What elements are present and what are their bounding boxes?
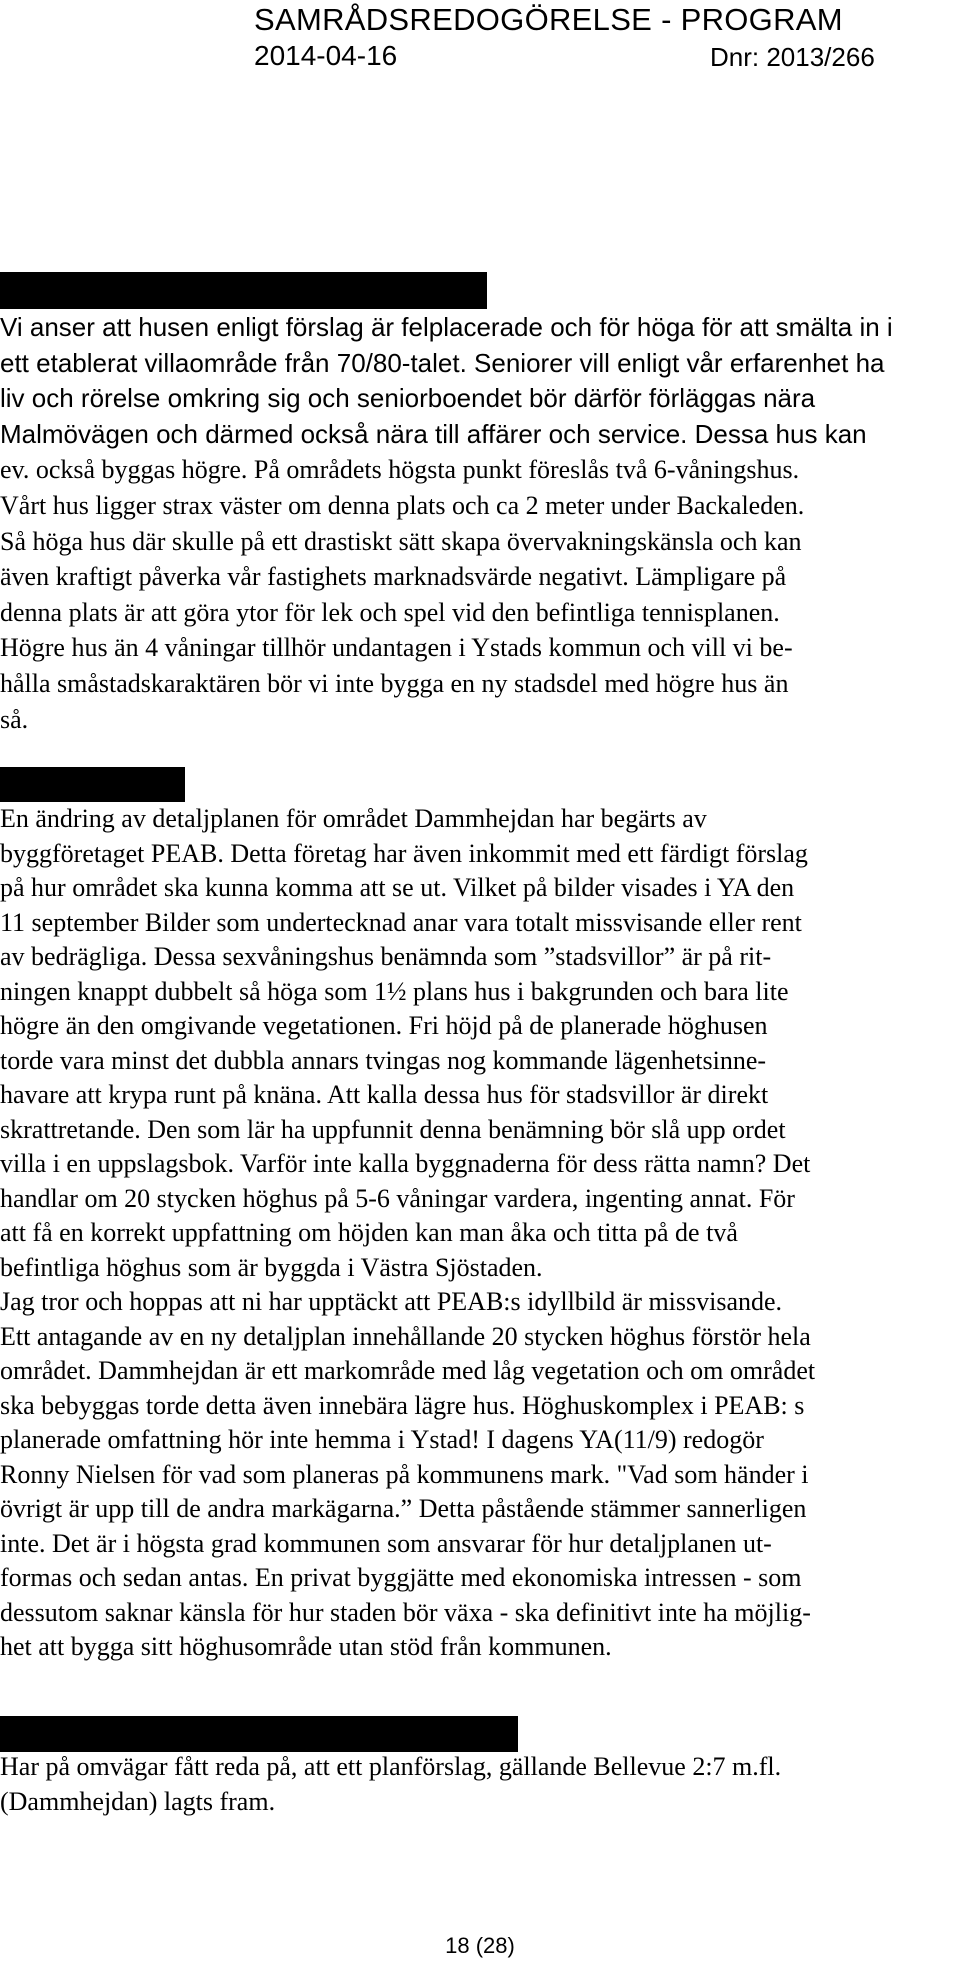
- redacted-name-bar: [0, 272, 487, 309]
- text-line: planerade omfattning hör inte hemma i Ystad! I dagens YA(11/9) redogör: [0, 1425, 764, 1454]
- text-line: Ronny Nielsen för vad som planeras på kommunens mark. "Vad som händer i: [0, 1459, 809, 1489]
- text-line: på hur området ska kunna komma att se ut. Vilket på bilder visades i YA den: [0, 873, 795, 902]
- text-line: Har på omvägar fått reda på, att ett planförslag, gällande Bellevue 2:7 m.fl.: [0, 1752, 782, 1781]
- text-line: även kraftigt påverka vår fastighets marknadsvärde negativt. Lämpligare på: [0, 562, 787, 592]
- text-line: villa i en uppslagsbok. Varför inte kalla byggnaderna för dess rätta namn? Det: [0, 1149, 811, 1178]
- statement-paragraph: [0, 310, 960, 737]
- text-line: liv och rörelse omkring sig och seniorboendet bör därför förläggas nära: [0, 383, 816, 414]
- text-line: handlar om 20 stycken höghus på 5-6 våningar vardera, ingenting annat. För: [0, 1183, 795, 1213]
- text-line: het att bygga sitt höghusområde utan stöd från kommunen.: [0, 1632, 612, 1661]
- text-line: övrigt är upp till de andra markägarna.” Detta påstående stämmer sannerligen: [0, 1494, 807, 1523]
- text-line: skrattretande. Den som lär ha uppfunnit denna benämning bör slå upp ordet: [0, 1114, 786, 1144]
- text-line: havare att krypa runt på knäna. Att kalla dessa hus för stadsvillor är direkt: [0, 1080, 769, 1109]
- text-line: byggföretaget PEAB. Detta företag har även inkommit med ett färdigt förslag: [0, 838, 808, 868]
- text-line: inte. Det är i högsta grad kommunen som ansvarar för hur detaljplanen ut-: [0, 1528, 772, 1558]
- text-line: ningen knappt dubbelt så höga som 1½ plans hus i bakgrunden och bara lite: [0, 976, 789, 1006]
- text-line: området. Dammhejdan är ett markområde med låg vegetation och om området: [0, 1356, 816, 1385]
- text-line: så.: [0, 704, 29, 734]
- text-line: högre än den omgivande vegetationen. Fri höjd på de planerade höghusen: [0, 1011, 768, 1040]
- text-line: Malmövägen och därmed också nära till affärer och service. Dessa hus kan: [0, 418, 867, 449]
- redacted-name-bar: [0, 1716, 518, 1752]
- text-line: att få en korrekt uppfattning om höjden kan man åka och titta på de två: [0, 1218, 738, 1247]
- text-line: Ett antagande av en ny detaljplan innehållande 20 stycken höghus förstör hela: [0, 1321, 811, 1351]
- text-line: av bedrägliga. Dessa sexvåningshus benämnda som ”stadsvillor” är på rit-: [0, 942, 772, 971]
- page-number: 18 (28): [445, 1933, 515, 1958]
- text-line: Högre hus än 4 våningar tillhör undantagen i Ystads kommun och vill vi be-: [0, 633, 793, 663]
- text-line: formas och sedan antas. En privat byggjätte med ekonomiska intressen - som: [0, 1563, 802, 1592]
- statement-paragraph: [0, 802, 960, 1665]
- document-date: 2014-04-16: [254, 40, 398, 71]
- text-line: befintliga höghus som är byggda i Västra Sjöstaden.: [0, 1252, 543, 1282]
- statement-paragraph: [0, 1750, 960, 1819]
- text-line: (Dammhejdan) lagts fram.: [0, 1786, 276, 1816]
- text-line: Så höga hus där skulle på ett drastiskt sätt skapa övervakningskänsla och kan: [0, 526, 802, 556]
- document-reference-number: Dnr: 2013/266: [710, 42, 875, 72]
- text-line: En ändring av detaljplanen för området Dammhejdan har begärts av: [0, 804, 707, 833]
- text-line: dessutom saknar känsla för hur staden bör växa - ska definitivt inte ha möjlig-: [0, 1597, 811, 1627]
- text-line: Jag tror och hoppas att ni har upptäckt att PEAB:s idyllbild är missvisande.: [0, 1287, 783, 1316]
- text-line: torde vara minst det dubbla annars tvingas nog kommande lägenhetsinne-: [0, 1045, 767, 1075]
- text-line: hålla småstadskaraktären bör vi inte bygga en ny stadsdel med högre hus än: [0, 668, 789, 698]
- text-line: 11 september Bilder som undertecknad anar vara totalt missvisande eller rent: [0, 907, 802, 937]
- text-line: ev. också byggas högre. På områdets högsta punkt föreslås två 6-våningshus.: [0, 455, 800, 485]
- text-line: denna plats är att göra ytor för lek och spel vid den befintliga tennisplanen.: [0, 597, 780, 627]
- text-line: Vårt hus ligger strax väster om denna plats och ca 2 meter under Backaleden.: [0, 490, 805, 520]
- text-line: ett etablerat villaområde från 70/80-talet. Seniorer vill enligt vår erfarenhet ha: [0, 347, 885, 378]
- text-line: Vi anser att husen enligt förslag är felplacerade och för höga för att smälta in i: [0, 312, 893, 342]
- text-line: ska bebyggas torde detta även innebära lägre hus. Höghuskomplex i PEAB: s: [0, 1390, 805, 1420]
- document-title: SAMRÅDSREDOGÖRELSE - PROGRAM: [254, 2, 843, 37]
- redacted-name-bar: [0, 767, 185, 802]
